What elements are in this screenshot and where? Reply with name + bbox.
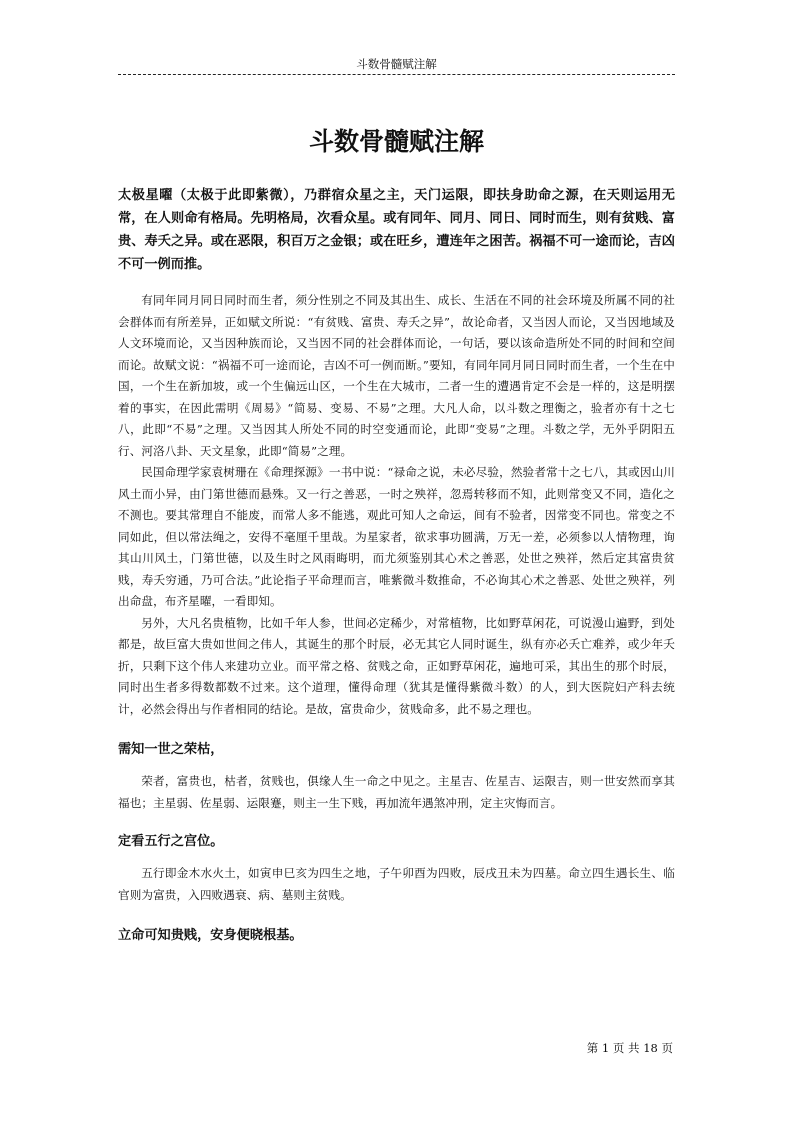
page-number: 第 1 页 共 18 页 xyxy=(586,1041,673,1055)
verse-heading: 定看五行之宫位。 xyxy=(118,834,224,849)
page-title: 斗数骨髓赋注解 xyxy=(308,127,484,156)
commentary-paragraph: 另外，大凡名贵植物，比如千年人参，世间必定稀少，对常植物，比如野草闲花，可说漫山遍野，到处都是，故巨富大贵如世间之伟人，其诞生的那个时辰，必无其它人同时诞生，纵有亦必夭亡难养，或少年夭折，只剩下这个伟人来建功立业。而平常之格、贫贱之命，正如野草闲花，遍地可采，其出生的那个时辰，同时出生者多得数都数不过来。这个道理，懂得命理（犹其是懂得紫微斗数）的人，到大医院妇产科去统计，必然会得出与作者相同的结论。是故，富贵命少，贫贱命多，此不易之理也。 xyxy=(118,615,675,716)
header-divider xyxy=(118,74,675,75)
commentary-paragraph: 民国命理学家袁树珊在《命理探源》一书中说：“禄命之说，未必尽验，然验者常十之七八，其或因山川风土而小异，由门第世德而悬殊。又一行之善恶，一时之殃祥，忽焉转移而不知，此则常变又不同，造化之不测也。要其常理自不能废，而常人多不能逃，观此可知人之命运，间有不验者，因常变不同也。常变之不同如此，但以常法绳之，安得不毫厘千里哉。为星家者，欲求事功圆满，万无一差，必须参以人情物理，询其山川风土，门第世德，以及生时之风雨晦明，而尤须鉴别其心术之善恶，处世之殃祥，然后定其富贵贫贱，寿夭穷通，乃可合法。”此论指子平命理而言，唯紫微斗数推命，不必询其心术之善恶、处世之殃祥，列出命盘，布齐星曜，一看即知。 xyxy=(118,465,675,608)
commentary-paragraph: 荣者，富贵也，枯者，贫贱也，俱缘人生一命之中见之。主星吉、佐星吉、运限吉，则一世安然而享其福也；主星弱、佐星弱、运限蹇，则主一生下贱，再加流年遇煞冲刑，定主灾悔而言。 xyxy=(118,774,675,810)
running-header-title: 斗数骨髓赋注解 xyxy=(356,57,437,71)
verse-heading: 需知一世之荣枯， xyxy=(118,742,224,757)
document-body xyxy=(118,184,675,947)
verse-intro: 太极星曜（太极于此即紫微），乃群宿众星之主，天门运限，即扶身助命之源，在天则运用无常，在人则命有格局。先明格局，次看众星。或有同年、同月、同日、同时而生，则有贫贱、富贵、寿夭之异。或在恶限，积百万之金银；或在旺乡，遭连年之困苦。祸福不可一途而论，吉凶不可一例而推。 xyxy=(118,188,675,272)
commentary-paragraph: 五行即金木水火土，如寅申巳亥为四生之地，子午卯酉为四败，辰戌丑未为四墓。命立四生遇长生、临官则为富贵，入四败遇衰、病、墓则主贫贱。 xyxy=(118,866,675,902)
commentary-paragraph: 有同年同月同日同时而生者，须分性别之不同及其出生、成长、生活在不同的社会环境及所属不同的社会群体而有所差异，正如赋文所说：“有贫贱、富贵、寿夭之异”，故论命者，又当因人而论，又当因地域及人文环境而论，又当因种族而论，又当因不同的社会群体而论，一句话，要以该命造所处不同的时间和空间而论。故赋文说：“祸福不可一途而论，吉凶不可一例而断。”要知，有同年同月同日同时而生者，一个生在中国，一个生在新加坡，或一个生偏远山区，一个生在大城市，二者一生的遭遇肯定不会是一样的，这是明摆着的事实，在因此需明《周易》“简易、变易、不易”之理。大凡人命，以斗数之理衡之，验者亦有十之七八，此即“不易”之理。又当因其人所处不同的时空变通而论，此即“变易”之理。斗数之学，无外乎阴阳五行、河洛八卦、天文星象，此即“简易”之理。 xyxy=(118,293,675,458)
verse-heading: 立命可知贵贱，安身便晓根基。 xyxy=(118,928,303,943)
